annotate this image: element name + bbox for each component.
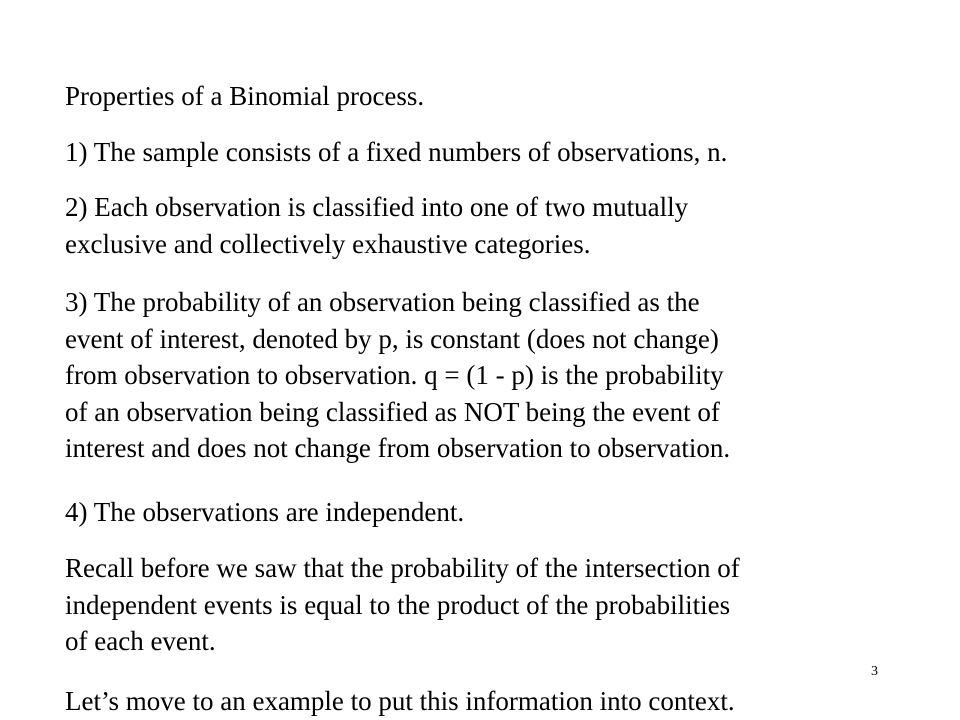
slide-title (65, 78, 895, 115)
property-4 (65, 494, 895, 531)
closing-line: Let’s move to an example to put this information into context. (65, 686, 735, 716)
property-1 (65, 134, 895, 171)
property-3-line-4: of an observation being classified as NOT being the event of (65, 396, 720, 427)
title-line: Properties of a Binomial process. (65, 81, 425, 111)
recall-line-2: independent events is equal to the product of the probabilities (65, 589, 731, 620)
page-number: 3 (871, 664, 878, 679)
property-3-line-1: 3) The probability of an observation being classified as the (65, 287, 700, 317)
closing-paragraph (65, 683, 895, 720)
property-4-line-1: 4) The observations are independent. (65, 497, 465, 527)
property-3-line-5: interest and does not change from observation to observation. (65, 433, 731, 463)
property-3-line-2: event of interest, denoted by p, is constant (does not change) (65, 323, 719, 354)
property-2-line-2: exclusive and collectively exhaustive categories. (65, 228, 591, 259)
property-3-line-3: from observation to observation. q = (1 - p) is the probability (65, 360, 724, 390)
property-3 (65, 284, 895, 467)
property-2-line-1: 2) Each observation is classified into one of two mutually (65, 192, 689, 222)
recall-line-1: Recall before we saw that the probability of the intersection of (65, 553, 740, 583)
property-1-line-1: 1) The sample consists of a fixed numbers of observations, n. (65, 137, 728, 167)
recall-line-3: of each event. (65, 626, 216, 656)
recall-paragraph (65, 550, 895, 660)
property-2 (65, 189, 895, 262)
